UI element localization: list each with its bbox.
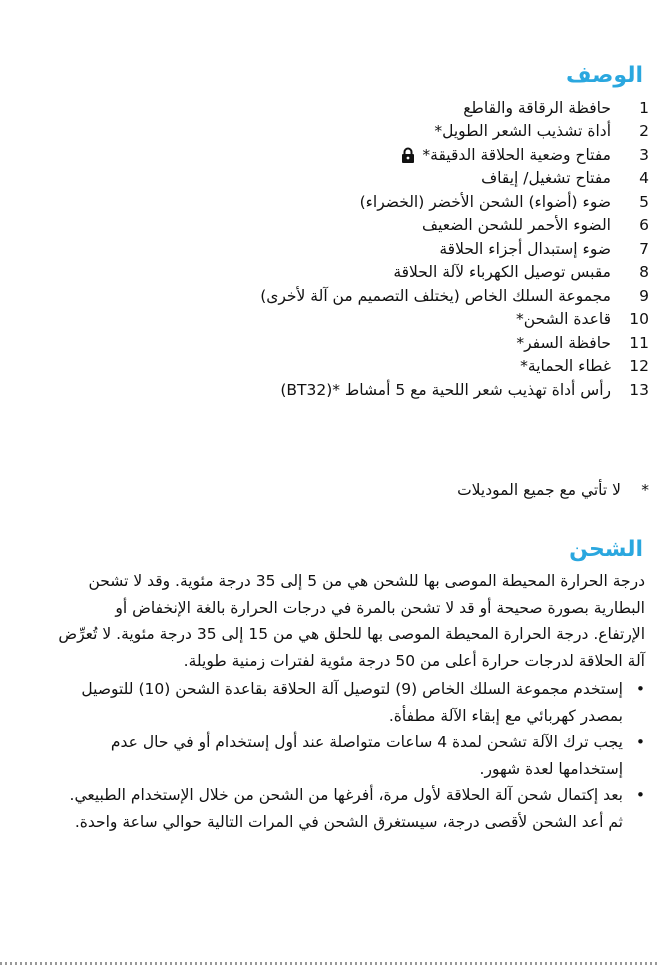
list-item bbox=[19, 308, 649, 332]
paragraph-line: البطارية بصورة صحيحة أو قد لا تشحن بالمرة في درجات الحرارة بالغة الإنخفاض أو bbox=[115, 598, 645, 617]
models-note bbox=[457, 481, 649, 499]
note-text: لا تأتي مع جميع الموديلات bbox=[457, 481, 621, 499]
item-number: 13 bbox=[629, 380, 649, 399]
bullet-line bbox=[10, 809, 645, 836]
item-text: مفتاح تشغيل/ إيقاف bbox=[481, 169, 611, 188]
item-number: 5 bbox=[639, 192, 649, 211]
parts-list bbox=[19, 96, 649, 402]
item-number: 9 bbox=[639, 286, 649, 305]
lock-icon bbox=[400, 147, 416, 163]
list-item bbox=[19, 120, 649, 144]
item-number: 1 bbox=[639, 98, 649, 117]
list-item bbox=[19, 237, 649, 261]
bullet-text: إستخدامها لعدة شهور. bbox=[479, 759, 623, 778]
item-text: مفتاح وضعية الحلاقة الدقيقة* bbox=[422, 145, 611, 164]
item-text: قاعدة الشحن* bbox=[516, 310, 611, 329]
list-item bbox=[19, 331, 649, 355]
bullet-text: بمصدر كهربائي مع إبقاء الآلة مطفأة. bbox=[388, 706, 623, 725]
bullet-text: إستخدم مجموعة السلك الخاص (9) لتوصيل آلة الحلاقة بقاعدة الشحن (10) للتوصيل bbox=[81, 680, 623, 698]
item-number: 10 bbox=[629, 310, 649, 329]
item-text: مقبس توصيل الكهرباء لآلة الحلاقة bbox=[393, 263, 611, 282]
charging-heading: الشحن bbox=[569, 537, 643, 562]
item-text: أداة تشذيب الشعر الطويل* bbox=[434, 122, 611, 141]
bullet-glyph: • bbox=[635, 680, 645, 698]
item-text: حافظة السفر* bbox=[516, 333, 611, 352]
paragraph-line: الإرتفاع. درجة الحرارة المحيطة الموصى بها للحلق هي من 15 إلى 35 درجة مئوية. لا تُعرِّض bbox=[58, 625, 645, 643]
bullet-text: ثم أعد الشحن لأقصى درجة، سيستغرق الشحن في المرات التالية حوالي ساعة واحدة. bbox=[74, 812, 623, 831]
item-text: رأس أداة تهذيب شعر اللحية مع 5 أمشاط *(BT32) bbox=[280, 380, 611, 399]
bullet-glyph: • bbox=[635, 733, 645, 751]
list-item bbox=[19, 96, 649, 120]
item-text: حافظة الرقاقة والقاطع bbox=[463, 98, 611, 117]
paragraph-line: آلة الحلاقة لدرجات حرارة أعلى من 50 درجة مئوية لفترات زمنية طويلة. bbox=[183, 651, 645, 670]
list-item bbox=[19, 355, 649, 379]
item-text: غطاء الحماية* bbox=[520, 357, 611, 376]
bullet-line bbox=[10, 782, 645, 809]
bullet-line bbox=[10, 703, 645, 730]
list-item bbox=[19, 190, 649, 214]
item-number: 6 bbox=[639, 216, 649, 235]
item-number: 3 bbox=[639, 145, 649, 164]
bullet-text: بعد إكتمال شحن آلة الحلاقة لأول مرة، أفرغها من الشحن من خلال الإستخدام الطبيعي. bbox=[69, 786, 623, 804]
item-number: 11 bbox=[629, 333, 649, 352]
charging-bullets bbox=[10, 676, 645, 835]
bullet-text: يجب ترك الآلة تشحن لمدة 4 ساعات متواصلة عند أول إستخدام أو في حال عدم bbox=[110, 733, 623, 751]
list-item bbox=[19, 261, 649, 285]
list-item bbox=[19, 214, 649, 238]
item-text: مجموعة السلك الخاص (يختلف التصميم من آلة لأخرى) bbox=[260, 286, 611, 305]
note-star: * bbox=[641, 481, 649, 499]
bullet-line bbox=[10, 676, 645, 703]
list-item bbox=[19, 378, 649, 402]
item-number: 12 bbox=[629, 357, 649, 376]
bullet-glyph: • bbox=[635, 786, 645, 804]
item-number: 4 bbox=[639, 169, 649, 188]
item-number: 2 bbox=[639, 122, 649, 141]
list-item bbox=[19, 143, 649, 167]
item-number: 8 bbox=[639, 263, 649, 282]
list-item bbox=[19, 167, 649, 191]
item-number: 7 bbox=[639, 239, 649, 258]
bullet-line bbox=[10, 756, 645, 783]
charging-paragraph bbox=[14, 568, 645, 674]
item-text: الضوء الأحمر للشحن الضعيف bbox=[422, 216, 611, 235]
list-item bbox=[19, 284, 649, 308]
description-heading: الوصف bbox=[565, 63, 643, 88]
item-text: ضوء إستبدال أجزاء الحلاقة bbox=[439, 239, 611, 258]
item-text: ضوء (أضواء) الشحن الأخضر (الخضراء) bbox=[359, 192, 611, 211]
paragraph-line: درجة الحرارة المحيطة الموصى بها للشحن هي من 5 إلى 35 درجة مئوية. وقد لا تشحن bbox=[88, 572, 645, 590]
bullet-line bbox=[10, 729, 645, 756]
